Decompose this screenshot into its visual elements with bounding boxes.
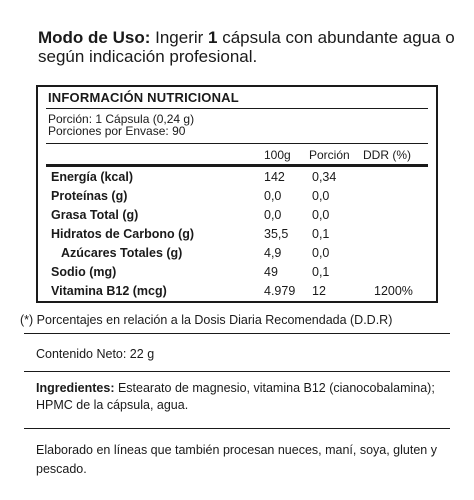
value-100g: 0,0	[264, 208, 282, 222]
servings-per-container: Porciones por Envase: 90	[48, 124, 186, 138]
nutrient-label: Hidratos de Carbono (g)	[51, 227, 195, 241]
usage-text-b: cápsula con abundante agua o según indicación profesional.	[38, 28, 455, 66]
nutrition-title: INFORMACIÓN NUTRICIONAL	[48, 90, 239, 105]
value-100g: 142	[264, 170, 285, 184]
col-header-100g: 100g	[264, 148, 291, 162]
value-100g: 49	[264, 265, 278, 279]
table-row	[48, 227, 428, 244]
nutrient-label: Azúcares Totales (g)	[61, 246, 183, 260]
nutrient-label: Sodio (mg)	[51, 265, 117, 279]
usage-label: Modo de Uso:	[38, 28, 151, 47]
value-100g: 4,9	[264, 246, 282, 260]
nutrient-label: Energía (kcal)	[51, 170, 133, 184]
table-row	[48, 208, 428, 225]
thick-divider	[46, 164, 428, 167]
ingredients	[36, 380, 446, 414]
value-portion: 0,34	[312, 170, 337, 184]
net-content: Contenido Neto: 22 g	[36, 347, 155, 361]
section-divider	[24, 333, 450, 334]
value-portion: 0,0	[312, 189, 330, 203]
divider	[46, 143, 428, 144]
nutrient-label: Proteínas (g)	[51, 189, 128, 203]
usage-text-a: Ingerir	[150, 28, 209, 47]
table-row	[48, 246, 428, 263]
divider	[46, 108, 428, 109]
nutrient-label: Vitamina B12 (mcg)	[51, 284, 167, 298]
ingredients-label: Ingredientes:	[36, 381, 115, 395]
section-divider	[24, 371, 450, 372]
value-portion: 0,1	[312, 265, 330, 279]
value-portion: 0,0	[312, 246, 330, 260]
table-row	[48, 265, 428, 282]
value-100g: 35,5	[264, 227, 289, 241]
usage-instructions	[38, 28, 458, 66]
col-header-portion: Porción	[309, 148, 350, 162]
ddr-footnote: (*) Porcentajes en relación a la Dosis Diaria Recomendada (D.D.R)	[20, 313, 393, 327]
usage-quantity: 1	[208, 28, 218, 47]
value-portion: 0,0	[312, 208, 330, 222]
table-row	[48, 284, 428, 301]
value-portion: 12	[312, 284, 326, 298]
value-portion: 0,1	[312, 227, 330, 241]
col-header-ddr: DDR (%)	[363, 148, 411, 162]
serving-size: Porción: 1 Cápsula (0,24 g)	[48, 112, 195, 126]
nutrition-facts-panel	[36, 85, 438, 303]
ingredients-text: Estearato de magnesio, vitamina B12 (cianocobalamina); HPMC de la cápsula, agua.	[36, 381, 435, 412]
value-100g: 4.979	[264, 284, 296, 298]
nutrient-label: Grasa Total (g)	[51, 208, 139, 222]
table-row	[48, 170, 428, 187]
value-100g: 0,0	[264, 189, 282, 203]
allergen-statement: Elaborado en líneas que también procesan nueces, maní, soya, gluten y pescado.	[36, 443, 437, 476]
section-divider	[24, 428, 450, 429]
table-row	[48, 189, 428, 206]
value-ddr: 1200%	[374, 284, 413, 298]
